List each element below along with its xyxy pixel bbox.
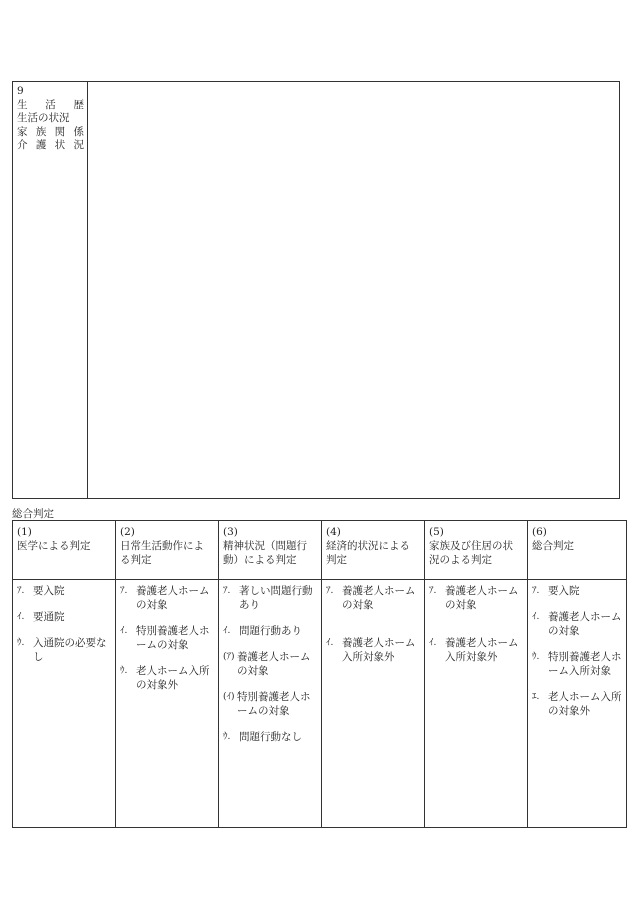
section9-label: [13, 82, 88, 498]
header-number: (1): [17, 526, 32, 538]
label-char: 況: [73, 139, 84, 151]
option-mark: ｲ.: [532, 612, 540, 623]
header-cell-2: [116, 521, 219, 580]
label-char: 族: [35, 125, 47, 138]
option-item[interactable]: [532, 690, 622, 718]
label-char: 介: [17, 139, 28, 151]
option-text: 特別養護老人ホームの対象: [237, 691, 311, 718]
label-char: 関: [54, 125, 66, 138]
label-char: 活: [45, 98, 56, 111]
header-number: (4): [326, 526, 341, 538]
option-mark: ｱ.: [532, 586, 540, 597]
option-text: 入通院の必要なし: [33, 637, 107, 664]
options-cell-5: [425, 580, 528, 828]
option-item[interactable]: [120, 664, 214, 692]
label-life-history: [17, 99, 84, 113]
label-char: 生: [17, 98, 28, 111]
option-item[interactable]: [223, 650, 317, 678]
option-text: 老人ホーム入所の対象外: [136, 665, 210, 692]
label-family-relations: [17, 126, 84, 140]
option-item[interactable]: [326, 584, 420, 612]
option-text: 問題行動あり: [239, 625, 302, 638]
header-cell-1: [13, 521, 116, 580]
option-text: 特別養護老人ホームの対象: [136, 625, 210, 652]
option-item[interactable]: [17, 636, 111, 664]
options-cell-2: [116, 580, 219, 828]
options-cell-4: [322, 580, 425, 828]
option-text: 養護老人ホームの対象: [445, 585, 519, 612]
option-text: 問題行動なし: [239, 731, 302, 744]
header-number: (2): [120, 526, 135, 538]
option-mark: ｲ.: [17, 612, 25, 623]
option-text: 養護老人ホーム入所対象外: [445, 637, 519, 664]
option-mark: ｳ.: [532, 652, 540, 663]
section9-entry-area[interactable]: [88, 82, 619, 498]
label-char: 生活の状況: [17, 112, 70, 124]
option-mark: ｱ.: [120, 586, 128, 597]
label-char: 状: [54, 139, 66, 151]
option-item[interactable]: [223, 690, 317, 718]
judgment-options-row: [13, 580, 627, 828]
option-text: 要通院: [33, 611, 65, 624]
header-text: 家族及び住居の状況のよる判定: [429, 540, 513, 566]
option-item[interactable]: [532, 584, 622, 598]
option-mark: ｴ.: [532, 692, 540, 703]
option-mark: ｱ.: [326, 586, 334, 597]
header-number: (3): [223, 526, 238, 538]
options-cell-6: [528, 580, 627, 828]
option-item[interactable]: [223, 730, 317, 744]
judgment-table: [12, 520, 627, 828]
option-item[interactable]: [17, 584, 111, 598]
option-mark: ｳ.: [17, 638, 25, 649]
option-mark: (ｲ): [223, 692, 235, 703]
section9-number: 9: [17, 85, 24, 97]
option-text: 養護老人ホーム入所対象外: [342, 637, 416, 664]
header-cell-4: [322, 521, 425, 580]
option-item[interactable]: [532, 650, 622, 678]
label-care-situation: [17, 139, 84, 153]
option-text: 要入院: [33, 585, 65, 598]
option-text: 特別養護老人ホーム入所対象: [548, 651, 622, 678]
option-text: 養護老人ホームの対象: [548, 611, 622, 638]
option-mark: ｱ.: [223, 586, 231, 597]
header-cell-6: [528, 521, 627, 580]
label-char: 係: [73, 125, 84, 138]
header-number: (6): [532, 526, 547, 538]
header-number: (5): [429, 526, 444, 538]
label-char: 家: [17, 125, 28, 138]
option-mark: ｳ.: [120, 666, 128, 677]
option-item[interactable]: [223, 624, 317, 638]
options-cell-3: [219, 580, 322, 828]
header-text: 総合判定: [532, 540, 574, 552]
option-mark: ｲ.: [223, 626, 231, 637]
option-mark: ｱ.: [17, 586, 25, 597]
option-text: 著しい問題行動あり: [239, 585, 313, 612]
option-item[interactable]: [223, 584, 317, 612]
section9-box: [12, 81, 620, 499]
option-mark: ｱ.: [429, 586, 437, 597]
header-text: 精神状況（問題行動）による判定: [223, 540, 307, 566]
options-cell-1: [13, 580, 116, 828]
header-cell-5: [425, 521, 528, 580]
option-item[interactable]: [120, 624, 214, 652]
header-text: 医学による判定: [17, 540, 91, 552]
option-item[interactable]: [429, 584, 523, 612]
option-item[interactable]: [532, 610, 622, 638]
option-mark: ｲ.: [120, 626, 128, 637]
option-text: 養護老人ホームの対象: [237, 651, 311, 678]
option-mark: ｲ.: [326, 638, 334, 649]
label-living-situation: [17, 112, 84, 126]
option-mark: (ｱ): [223, 652, 235, 663]
option-text: 老人ホーム入所の対象外: [548, 691, 622, 718]
judgment-header-row: [13, 521, 627, 580]
option-item[interactable]: [17, 610, 111, 624]
label-char: 護: [35, 139, 47, 151]
header-text: 経済的状況による判定: [326, 540, 410, 566]
option-text: 養護老人ホームの対象: [342, 585, 416, 612]
overall-judgment-label: 総合判定: [12, 508, 54, 520]
label-char: 歴: [73, 98, 84, 111]
option-text: 要入院: [548, 585, 580, 598]
option-text: 養護老人ホームの対象: [136, 585, 210, 612]
option-item[interactable]: [120, 584, 214, 612]
option-item[interactable]: [429, 636, 523, 664]
option-mark: ｳ.: [223, 732, 231, 743]
header-cell-3: [219, 521, 322, 580]
option-item[interactable]: [326, 636, 420, 664]
header-text: 日常生活動作による判定: [120, 540, 204, 566]
option-mark: ｲ.: [429, 638, 437, 649]
